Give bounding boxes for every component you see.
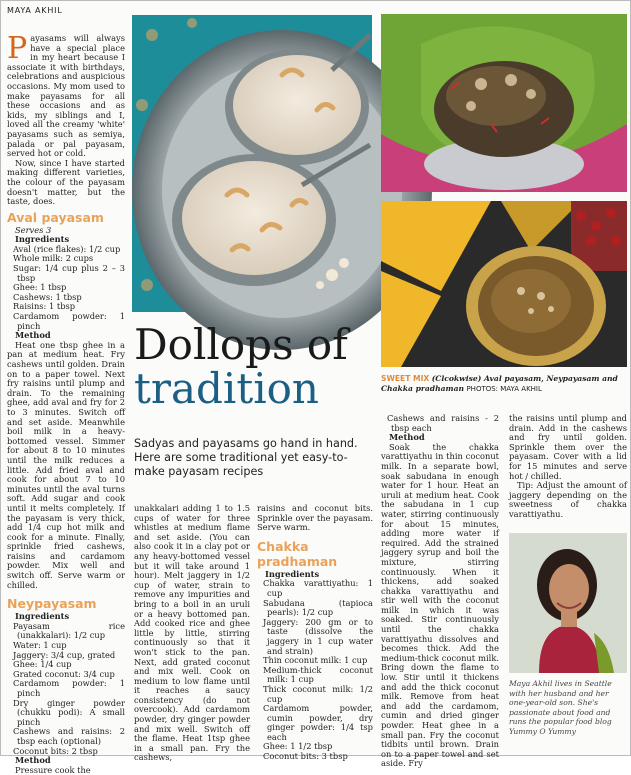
chakka-title-line-2: pradhaman [257, 553, 338, 569]
deck-text: Sadyas and payasams go hand in hand. Here are some traditional yet easy-to-make payasam recipes [134, 437, 358, 479]
neyp-method-head: Method [15, 755, 51, 766]
ingredient: Jaggery: 200 gm or to taste (dissolve the jaggery in 1 cup water and strain) [263, 616, 373, 656]
ingredient: Ghee: 1 1/2 tbsp [263, 741, 333, 752]
bowls-illustration [132, 15, 372, 312]
ingredient: Raisins: 1 tbsp [13, 301, 76, 312]
ingredient: Payasam rice (unakkalari): 1/2 cup [13, 620, 125, 641]
chakka-method-end: the raisins until plump and drain. Add in the cashews and fry until golden. Sprinkle them over the payasam. Cover with a lid for 15 minutes and serve hot / chilled. [509, 413, 627, 481]
photo-chakka-pradhaman [381, 201, 627, 367]
ingredient: Dry ginger powder (chukku podi): A small pinch [13, 697, 125, 727]
ingredient: Coconut bits: 3 tbsp [263, 751, 348, 762]
neypayasam-title: Neypayasam [7, 596, 97, 612]
leaf-dish-illustration [381, 14, 627, 192]
chakka-tip: Tip: Adjust the amount of jaggery depending on the sweetness of chakka varattiyathu. [509, 480, 627, 519]
ingredient: Cashews and raisins: 2 tbsp each (optional) [13, 726, 125, 746]
photo-aval-payasam [132, 15, 372, 312]
ingredient: Grated coconut: 3/4 cup [13, 668, 115, 679]
neyp-ingredients-list [7, 622, 125, 756]
aval-method: Heat one tbsp ghee in a pan at medium heat. Fry cashews until golden. Drain on to a paper towel. Next fry raisins until plump and drain. To the remaining ghee, add aval and fry for 2 to 3 minutes. Switch off and set aside. Meanwhile boil milk in a heavy-bottomed vessel. Simmer for about 8 to 10 minutes until the milk reduces a little. Add fried aval and cook for about 7 to 10 minutes until the aval turns soft. Add sugar and cook until it melts completely. If the payasam is very thick, add 1/4 cup hot milk and cook for a minute. Finally, sprinkle fried cashews, raisins and cardamom powder. Mix well and switch off. Serve warm or chilled. [7, 339, 125, 590]
ingredient: Thin coconut milk: 1 cup [263, 655, 368, 666]
neyp-ingredients-head: Ingredients [15, 611, 70, 622]
portrait-illustration [509, 533, 627, 673]
ingredient: Cashews and raisins - 2 tbsp each [387, 413, 499, 433]
neyp-method-start: Pressure cook the [15, 764, 91, 775]
column-4 [381, 414, 499, 769]
intro-paragraph-1: Payasams will always have a special place in my heart because I associate it with birthdays, celebrations and auspicious occasions. My mom used to make payasams for all these occasions and as kids, my siblings and I, loved all the creamy 'white' payasams such as semiya, palada or pal payasam, served hot or cold. [7, 31, 125, 159]
ingredient: Cardamom powder: 1 pinch [13, 678, 125, 698]
ingredient: Sabudana (tapioca pearls): 1/2 cup [263, 597, 373, 618]
ingredient: Thick coconut milk: 1/2 cup [263, 683, 373, 704]
column-3 [257, 504, 373, 762]
ingredient: Medium-thick coconut milk: 1 cup [263, 664, 373, 685]
author-photo [509, 533, 627, 673]
chakka-ingredients-list [257, 579, 373, 761]
photo-neypayasam [381, 14, 627, 192]
chakka-ingredients-head: Ingredients [265, 568, 320, 579]
byline: MAYA AKHIL [7, 6, 63, 15]
intro-paragraph-2: Now, since I have started making different varieties, the colour of the payasam doesn't matter, but the taste, does. [7, 157, 125, 207]
headline-line-1: Dollops of [134, 320, 348, 369]
caption-photo-credit: PHOTOS: MAYA AKHIL [466, 384, 542, 393]
column-2 [134, 504, 250, 763]
author-bio: Maya Akhil lives in Seattle with her husband and her one-year-old son. She's passionate about food and runs the popular food blog Yummy O Yummy [509, 679, 612, 736]
chakka-method: Soak the chakka varattiyathu in thin coconut milk. In a separate bowl, soak sabudana in enough water for 1 hour. Heat an uruli at medium heat. Cook the sabudana in 1 cup water, stirring continuously for about 15 minutes, adding more water if required. Add the strained jaggery syrup and boil the mixture, stirring continuously. When it thickens, add soaked chakka varattiyathu and stir well with the coconut milk in which it was soaked. Stir continuously until the chakka varattiyathu dissolves and becomes thick. Add the medium-thick coconut milk. Bring down the flame to low. Stir until it thickens and add the thick coconut milk. Remove from heat and add the cardamom, cumin and dried ginger powder. Heat ghee in a small pan. Fry the coconut tidbits until brown. Drain on to a paper towel and set aside. Fry [381, 441, 499, 769]
chakka-title-line-1: Chakka [257, 538, 309, 554]
ingredient: Aval (rice flakes): 1/2 cup [13, 243, 121, 254]
ingredient: Coconut bits: 2 tbsp [13, 745, 98, 756]
ingredient: Sugar: 1/4 cup plus 2 – 3 tbsp [13, 263, 125, 283]
column-1 [7, 31, 125, 775]
aval-title: Aval payasam [7, 209, 104, 225]
caption-kicker: SWEET MIX [381, 374, 430, 383]
ingredient: Cashews: 1 tbsp [13, 291, 82, 302]
ingredient: Whole milk: 2 cups [13, 253, 94, 264]
neyp-method-cont: unakkalari adding 1 to 1.5 cups of water for three whistles at medium flame and set aside. (You can also cook it in a clay pot or any heavy-bottomed vessel but it will take around 1 hour). Melt jaggery in 1/2 cup of water, strain to remove any impurities and bring to a boil in an uruli or a heavy bottomed pan. Add cooked rice and ghee little by little, stirring continuously so that it won't stick to the pan. Next, add grated coconut and mix well. Cook on medium to low flame until it reaches a saucy consistency (do not overcook). Add cardamom powder, dry ginger powder and mix well. Switch off the flame. Heat 1tsp ghee in a small pan. Fry the cashews, [134, 503, 250, 763]
chakka-method-head: Method [389, 432, 425, 443]
caption-text: (Clcokwise) Aval payasam, Neypayasam and Chakka pradhaman [381, 374, 618, 393]
bowl-illustration [381, 201, 627, 367]
column-5 [509, 414, 627, 520]
ingredient: Cardamom powder, cumin powder, dry ginger powder: 1/4 tsp each [263, 703, 373, 742]
ingredient: Ghee: 1/4 cup [13, 659, 72, 670]
aval-ingredients-head: Ingredients [15, 234, 70, 245]
aval-serves: Serves 3 [15, 224, 52, 235]
ingredient: Chakka varattiyathu: 1 cup [263, 578, 373, 598]
ingredient: Jaggery: 3/4 cup, grated [13, 649, 116, 660]
photo-caption [381, 374, 627, 394]
headline-line-2: tradition [134, 364, 319, 413]
chakka-title [257, 539, 373, 569]
ingredient: Cardamom powder: 1 pinch [13, 311, 125, 331]
ingredient: Water: 1 cup [13, 640, 67, 651]
neyp-method-end: raisins and coconut bits. Sprinkle over the payasam. Serve warm. [257, 503, 373, 533]
drop-cap: P [7, 31, 28, 66]
ingredient: Ghee: 1 tbsp [13, 282, 67, 293]
aval-method-head: Method [15, 330, 51, 341]
aval-ingredients-list [7, 245, 125, 331]
